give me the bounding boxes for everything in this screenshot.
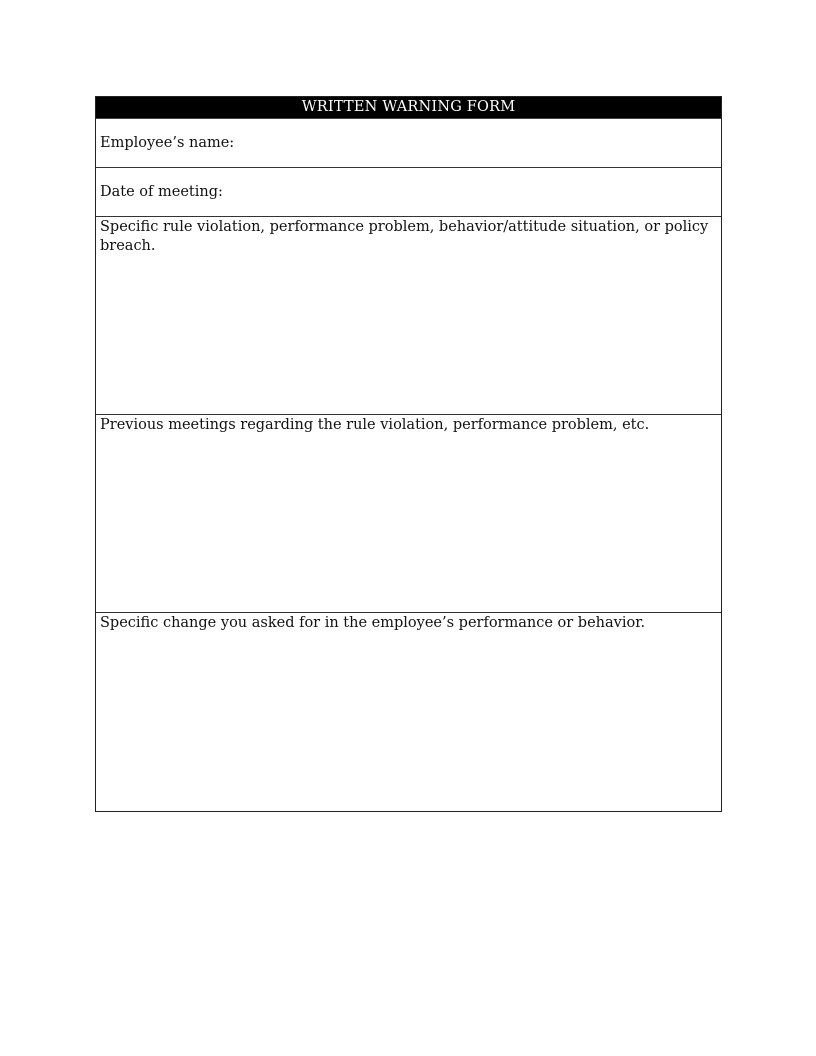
form-title: WRITTEN WARNING FORM bbox=[96, 97, 721, 119]
meeting-date-field[interactable] bbox=[96, 168, 721, 217]
previous-meetings-field[interactable] bbox=[96, 415, 721, 613]
previous-meetings-label: Previous meetings regarding the rule violation, performance problem, etc. bbox=[100, 417, 650, 433]
employee-name-label: Employee’s name: bbox=[100, 134, 235, 151]
violation-label: Specific rule violation, performance problem, behavior/attitude situation, or policy breach. bbox=[100, 219, 709, 254]
violation-field[interactable] bbox=[96, 217, 721, 415]
employee-name-field[interactable] bbox=[96, 119, 721, 168]
requested-change-field[interactable] bbox=[96, 613, 721, 811]
requested-change-label: Specific change you asked for in the employee’s performance or behavior. bbox=[100, 615, 646, 631]
meeting-date-label: Date of meeting: bbox=[100, 183, 223, 200]
written-warning-form bbox=[95, 96, 722, 812]
